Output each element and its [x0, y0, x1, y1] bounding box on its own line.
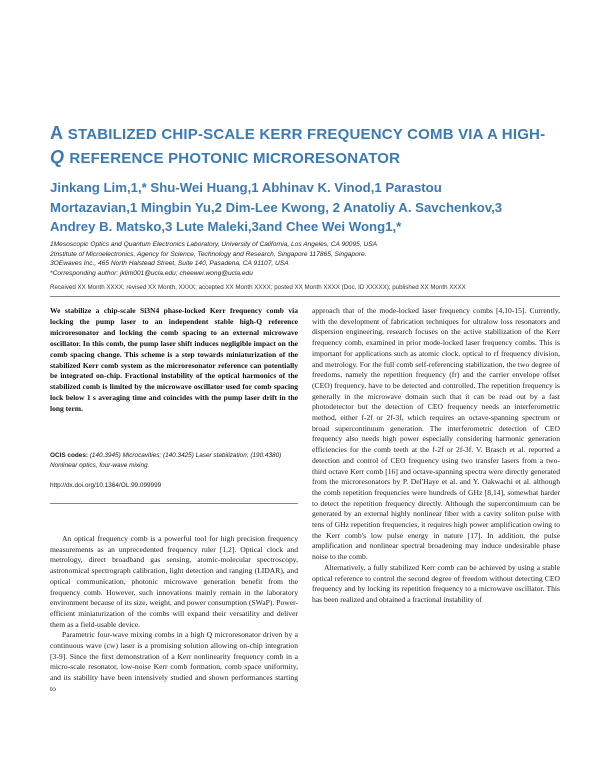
abstract-divider [50, 503, 298, 504]
title-line-2: Q REFERENCE PHOTONIC MICRORESONATOR [50, 147, 401, 167]
author-line: Andrey B. Matsko,3 Lute Maleki,3and Chee Wei Wong1,* [50, 219, 402, 234]
paragraph: approach that of the mode-locked laser frequency combs [4,10-15]. Currently, with the development of fabrication techniques for ultralow loss resonators and dispersion engineering, research focuses on the active stabilization of the Kerr frequency comb, examined in prior mode-locked laser frequency combs. This is important for applications such as atomic clock, optical to rf frequency division, and metrology. For the full comb self-referencing stabilization, the two degree of freedoms, namely the repetition frequency (fr) and the carrier envelope offset (CEO) frequency, have to be detected and controlled. The repetition frequency is generally in the microwave domain such that it can be read out by a fast photodetector but the detection of CEO frequency needs an interferometric method, either f-2f or 2f-3f, which requires an octave-spanning spectrum or broad supercontinuum generation. The interferometric detection of CEO frequency also needs high power especially considering harmonic generation efficiencies for the comb teeth at the f-2f or 2f-3f. V. Brasch et al. reported a detection and control of CEO frequency using two transfer lasers from a two-third octave Kerr comb [16] and octave-spanning spectra were directly generated from the microresonators by P. Del'Haye et al. and Y. Oakwachi et al. although the comb repetition frequencies were hundreds of GHz [8,14], somewhat harder to detect the repetition frequency directly. Although the supercontinuum can be generated by an external highly nonlinear fiber with a cavity soliton pulse with tens of GHz repetition frequencies, it requires high power amplification owing to the Kerr comb's low pulse energy in nature [17]. In addition, the pulse amplification and nonlinear spectral broadening may induce undesirable phase noise to the comb. [312, 306, 560, 562]
doi-link[interactable]: http://dx.doi.org/10.1364/OL.99.099999 [50, 482, 162, 489]
paragraph: Parametric four-wave mixing combs in a high Q microresonator driven by a continuous wave (cw) laser is a promising solution allowing on-chip integration [3-9]. Since the first demonstration of a Kerr nonlinearity frequency comb in a micro-scale resonator, low-noise Kerr comb formation, comb space uniformity, and its stability have been intensively studied and shown performances starting to [50, 630, 298, 693]
header-divider [50, 296, 560, 297]
paragraph: Alternatively, a fully stabilized Kerr comb can be achieved by using a stable optical reference to control the second degree of freedom without detecting CEO frequency and by locking its repetition frequency to a microwave oscillator. This has been realized and obtained a fractional instability of [312, 562, 560, 604]
author-line: Mortazavian,1 Mingbin Yu,2 Dim-Lee Kwong, 2 Anatoliy A. Savchenkov,3 [50, 199, 503, 215]
paragraph: An optical frequency comb is a powerful tool for high precision frequency measurements as an unprecedented frequency ruler [1,2]. Optical clock and metrology, direct broadband gas sensing, atomic-molecular spectroscopy, astronomical spectrograph calibration, light detection and ranging (LIDAR), and optical communication, photonic microwave generation benefit from the frequency comb. However, such innovations mainly remain in the laboratory environment because of its size, weight, and power consumption (SWaP). Power-efficient miniaturization of the combs will expand their versatility and deliver them as a field-usable device. [50, 534, 298, 629]
title-line-1: A STABILIZED CHIP-SCALE KERR FREQUENCY COMB VIA A HIGH- [50, 123, 546, 143]
author-list [50, 178, 570, 237]
paper-title [50, 122, 560, 170]
ocis-codes [50, 451, 298, 471]
affiliation: 2Institute of Microelectronics, Agency for Science, Technology and Research, Singapore 117865, Singapore. [50, 250, 367, 258]
body-column-right [312, 306, 560, 606]
body-column-left [50, 534, 298, 695]
ocis-label: OCIS codes: [50, 452, 88, 459]
affiliation: 1Mesoscopic Optics and Quantum Electronics Laboratory, University of California, Los Angeles, CA 90095, USA [50, 241, 378, 248]
affiliation: 3OEwaves Inc., 465 North Halstead Street, Suite 140, Pasadena, CA 91107, USA [50, 260, 289, 268]
received-dates: Received XX Month XXXX; revised XX Month, XXXX; accepted XX Month XXXX; posted XX Month XXXX (Doc. ID XXXXX); published XX Month XXXX [50, 284, 466, 291]
author-line: Jinkang Lim,1,* Shu-Wei Huang,1 Abhinav K. Vinod,1 Parastou [50, 180, 442, 195]
affiliations [50, 240, 570, 278]
corresponding-author: *Corresponding author: jklim001@ucla.edu; cheewei.wong@ucla.edu [50, 269, 253, 277]
abstract: We stabilize a chip-scale Si3N4 phase-locked Kerr frequency comb via locking the pump laser to an independent stable high-Q reference microresonator and locking the comb spacing to an external microwave oscillator. In this comb, the pump laser shift induces negligible impact on the comb spacing change. This scheme is a step towards miniaturization of the stabilized Kerr comb system as the microresonator reference can potentially be integrated on-chip. Fractional instability of the optical harmonics of the stabilized comb is limited by the microwave oscillator used for comb spacing lock below 1 s averaging time and coincides with the pump laser drift in the long term. [50, 306, 298, 414]
ocis-text: (140.3945) Microcavities; (140.3425) Laser stabilization; (190.4380) Nonlinear optics, four-wave mixing. [50, 452, 282, 469]
